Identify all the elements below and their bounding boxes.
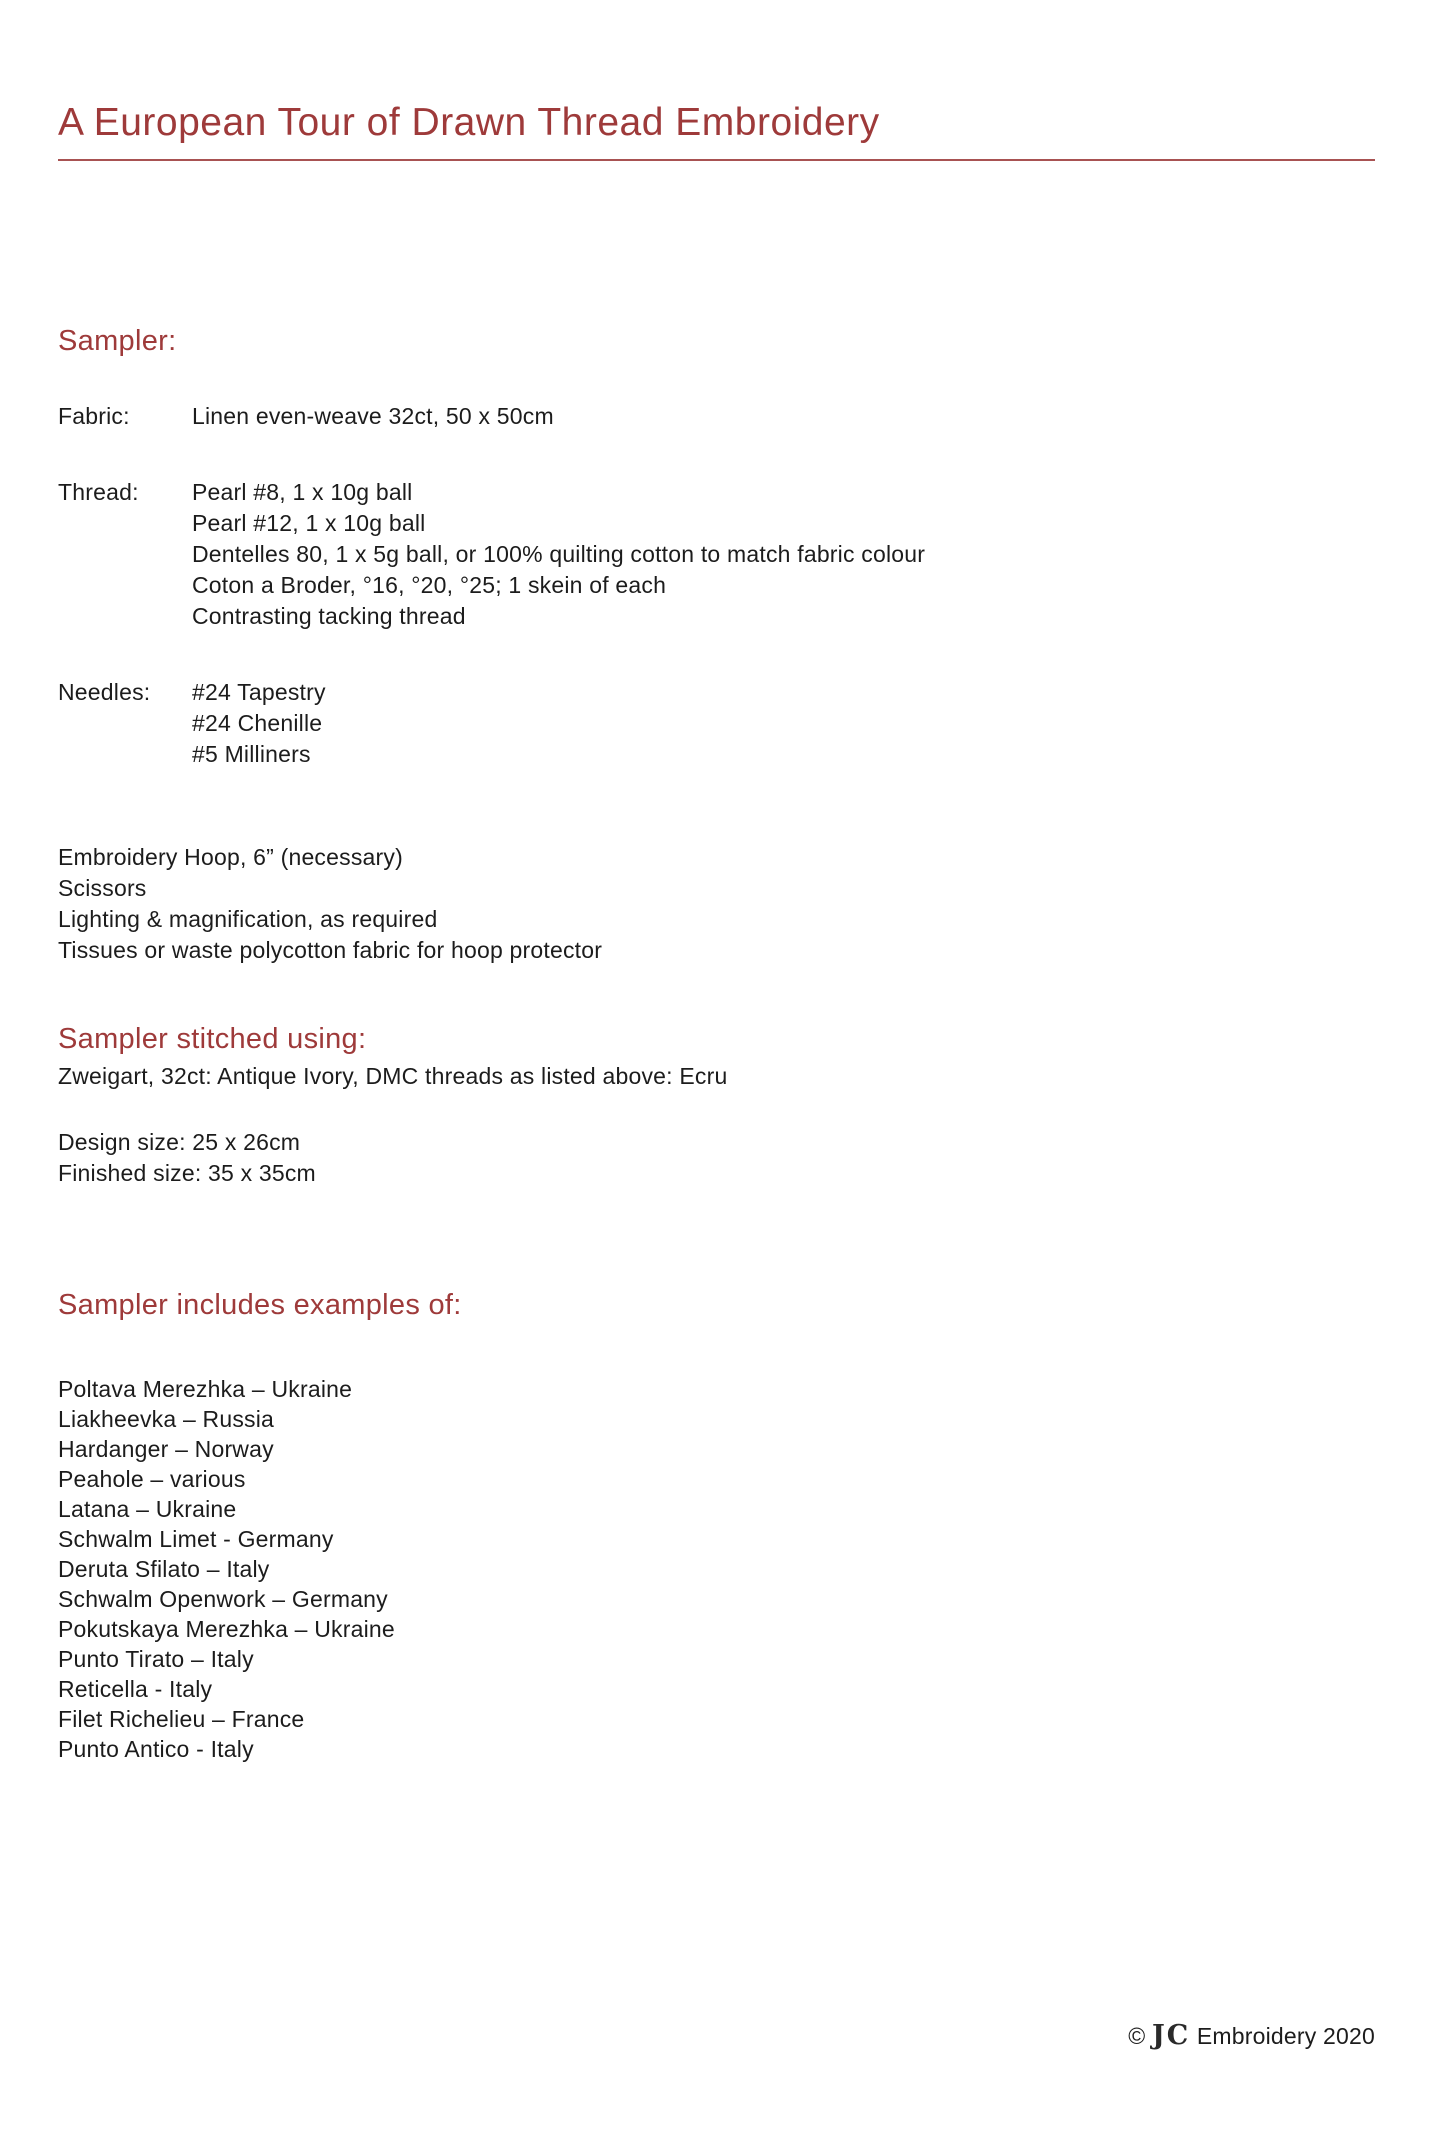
example-item: Filet Richelieu – France xyxy=(58,1705,305,1732)
materials-spec-list xyxy=(58,401,1375,770)
sizes-list xyxy=(58,1127,1375,1189)
spec-row-label: Fabric: xyxy=(58,403,130,430)
footer-text: Embroidery 2020 xyxy=(1196,2023,1375,2049)
spec-row xyxy=(58,677,1375,770)
spec-row-value: Pearl #12, 1 x 10g ball xyxy=(192,510,426,537)
spec-row-values xyxy=(192,401,1375,432)
example-item: Reticella - Italy xyxy=(58,1675,213,1702)
tools-list xyxy=(58,842,1375,966)
example-item: Liakheevka – Russia xyxy=(58,1405,275,1432)
spec-row xyxy=(58,477,1375,632)
spec-row-value: Linen even-weave 32ct, 50 x 50cm xyxy=(192,403,554,430)
stitched-using-description: Zweigart, 32ct: Antique Ivory, DMC threads as listed above: Ecru xyxy=(58,1063,728,1090)
spec-row-label: Thread: xyxy=(58,479,139,506)
page-title: A European Tour of Drawn Thread Embroidery xyxy=(58,101,880,144)
tool-item: Lighting & magnification, as required xyxy=(58,906,438,933)
example-item: Punto Tirato – Italy xyxy=(58,1645,254,1672)
example-item: Deruta Sfilato – Italy xyxy=(58,1555,270,1582)
example-item: Pokutskaya Merezhka – Ukraine xyxy=(58,1615,395,1642)
spec-row-value: Pearl #8, 1 x 10g ball xyxy=(192,479,413,506)
copyright-symbol: © xyxy=(1128,2023,1146,2049)
spec-row-label: Needles: xyxy=(58,679,151,706)
document-page xyxy=(0,100,1433,2148)
tool-item: Scissors xyxy=(58,875,147,902)
examples-heading: Sampler includes examples of: xyxy=(58,1289,462,1322)
example-item: Punto Antico - Italy xyxy=(58,1735,254,1762)
example-item: Latana – Ukraine xyxy=(58,1495,237,1522)
spec-row-value: #24 Tapestry xyxy=(192,679,326,706)
spec-row-value: #5 Milliners xyxy=(192,741,311,768)
jc-monogram: JC xyxy=(1151,2020,1191,2051)
spec-row-value: Dentelles 80, 1 x 5g ball, or 100% quilting cotton to match fabric colour xyxy=(192,541,926,568)
spec-row-value: Coton a Broder, °16, °20, °25; 1 skein of each xyxy=(192,572,667,599)
spec-row-value: #24 Chenille xyxy=(192,710,323,737)
example-item: Hardanger – Norway xyxy=(58,1435,274,1462)
stitched-using-heading: Sampler stitched using: xyxy=(58,1023,367,1056)
examples-list xyxy=(58,1374,1375,1764)
spec-row-values xyxy=(192,477,1375,632)
spec-row-values xyxy=(192,677,1375,770)
size-item: Design size: 25 x 26cm xyxy=(58,1129,301,1156)
example-item: Schwalm Limet - Germany xyxy=(58,1525,334,1552)
size-item: Finished size: 35 x 35cm xyxy=(58,1160,316,1187)
sampler-heading: Sampler: xyxy=(58,324,177,357)
tool-item: Embroidery Hoop, 6” (necessary) xyxy=(58,844,403,871)
spec-row xyxy=(58,401,1375,432)
example-item: Poltava Merezhka – Ukraine xyxy=(58,1375,353,1402)
example-item: Peahole – various xyxy=(58,1465,246,1492)
example-item: Schwalm Openwork – Germany xyxy=(58,1585,388,1612)
spec-row-value: Contrasting tacking thread xyxy=(192,603,466,630)
title-rule xyxy=(58,159,1375,161)
footer-copyright xyxy=(1128,2020,1375,2051)
tool-item: Tissues or waste polycotton fabric for hoop protector xyxy=(58,937,603,964)
